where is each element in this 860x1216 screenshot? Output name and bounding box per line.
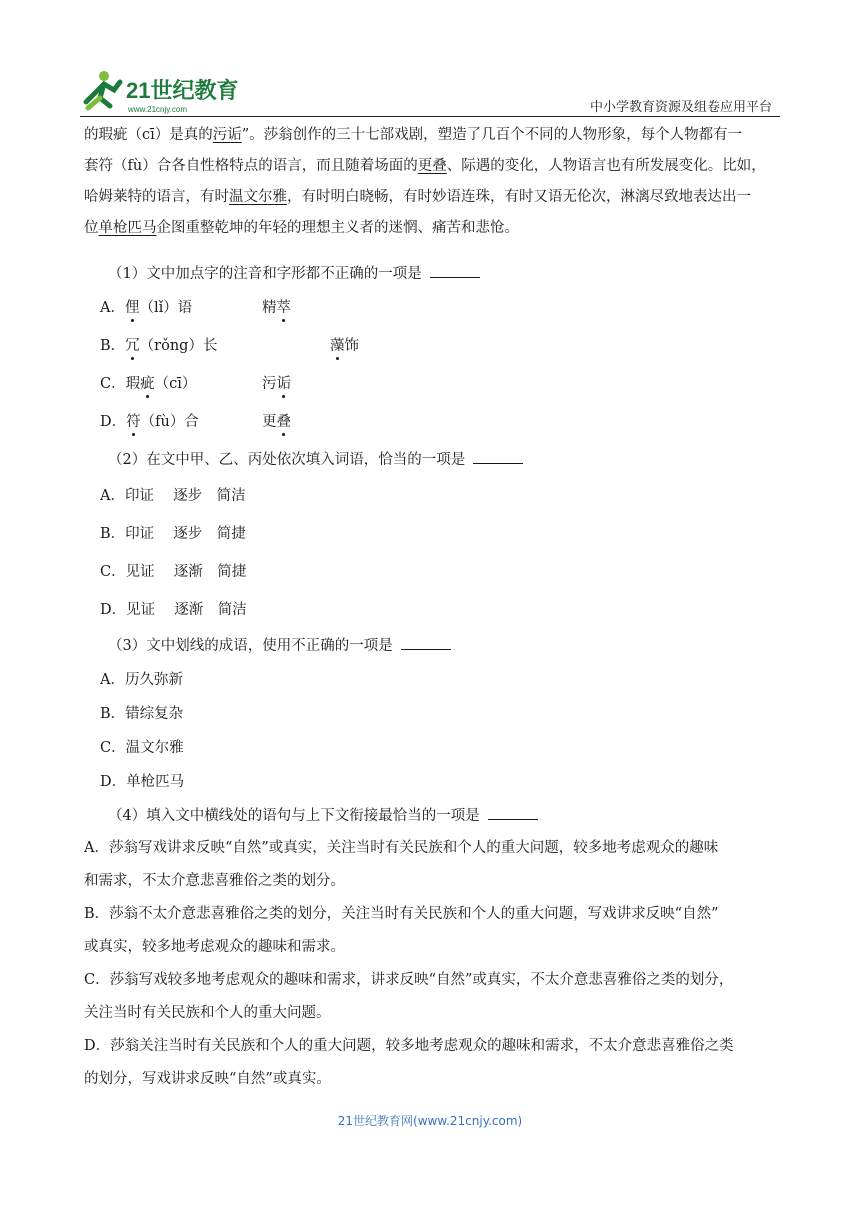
question-2-stem	[108, 448, 523, 469]
option-word: （lǐ）语	[139, 300, 193, 316]
question-4-stem	[108, 804, 538, 825]
q3-option-c: C．温文尔雅	[100, 740, 184, 756]
option-word: 更	[262, 414, 277, 430]
text-run: 套符（fù）合各自性格特点的语言，而且随着场面的	[84, 158, 418, 174]
passage-line	[84, 151, 782, 182]
passage-line	[84, 182, 782, 213]
underlined-idiom: 温文尔雅	[229, 189, 287, 205]
q3-option-d: D．单枪匹马	[100, 774, 185, 790]
dotted-char: 冗	[125, 338, 140, 354]
q4-option-b-line2: 或真实，较多地考虑观众的趣味和需求。	[84, 939, 345, 955]
passage-line	[84, 213, 782, 244]
dotted-char: 萃	[276, 300, 291, 316]
option-word: 饰	[344, 338, 359, 354]
q4-option-b-line1: B．莎翁不太介意悲喜雅俗之类的划分，关注当时有关民族和个人的重大问题，写戏讲求反映“自然”	[84, 906, 719, 922]
option-word: （rǒng）长	[139, 338, 218, 354]
q4-option-a-line1: A．莎翁写戏讲求反映“自然”或真实，关注当时有关民族和个人的重大问题，较多地考虑观众的趣味	[84, 840, 719, 856]
q4-option-c-line2: 关注当时有关民族和个人的重大问题。	[84, 1005, 331, 1021]
question-text: （4）填入文中横线处的语句与上下文衔接最恰当的一项是	[108, 808, 480, 824]
option-label: A．	[100, 300, 125, 316]
dotted-char: 符	[126, 414, 141, 430]
runner-logo-icon	[80, 68, 260, 116]
text-run: 位	[84, 220, 99, 236]
q3-option-a: A．历久弥新	[100, 672, 183, 688]
dotted-char: 俚	[124, 300, 140, 316]
q2-option-a: A．印证 逐步 简洁	[100, 488, 246, 504]
q1-option-d	[100, 410, 199, 431]
answer-blank	[488, 807, 538, 820]
underlined-word: 更叠	[417, 158, 447, 174]
header-divider	[80, 116, 780, 117]
option-label: B．	[100, 338, 126, 354]
text-run: 的瑕疵（cī）是真的	[84, 127, 213, 143]
dotted-char: 藻	[330, 338, 345, 354]
answer-blank	[401, 637, 451, 650]
question-text: （1）文中加点字的注音和字形都不正确的一项是	[108, 266, 422, 282]
dotted-char: 叠	[276, 414, 291, 430]
option-label: C．	[100, 376, 126, 392]
q2-option-c: C．见证 逐渐 简捷	[100, 564, 247, 580]
q2-option-d: D．见证 逐渐 简洁	[100, 602, 247, 618]
q4-options	[84, 832, 782, 1096]
text-run: 、际遇的变化，人物语言也有所发展变化。比如，	[446, 158, 766, 174]
site-logo	[80, 68, 260, 116]
q2-option-b: B．印证 逐步 简捷	[100, 526, 246, 542]
underlined-idiom: 单枪匹马	[98, 220, 157, 236]
option-word: （cī）	[154, 376, 197, 392]
option-word: （fù）合	[140, 414, 199, 430]
option-word: 精	[262, 300, 277, 316]
option-word: 瑕	[125, 376, 141, 392]
q4-option-d-line1: D．莎翁关注当时有关民族和个人的重大问题，较多地考虑观众的趣味和需求，不太介意悲喜雅俗之类	[84, 1038, 734, 1054]
q4-option-d-line2: 的划分，写戏讲求反映“自然”或真实。	[84, 1071, 331, 1087]
dotted-char: 疵	[140, 376, 155, 392]
q1-option-c	[100, 372, 196, 393]
question-text: （3）文中划线的成语，使用不正确的一项是	[108, 638, 393, 654]
logo-url-text: www.21cnjy.com	[128, 105, 187, 114]
passage	[84, 120, 782, 244]
platform-text: 中小学教育资源及组卷应用平台	[589, 100, 772, 115]
q1-option-a	[100, 296, 192, 317]
q1-option-b	[100, 334, 217, 355]
logo-text: 21世纪教育	[126, 78, 239, 103]
text-run: ，有时明白晓畅，有时妙语连珠，有时又语无伦次，淋漓尽致地表达出一	[287, 189, 751, 205]
option-word: 污	[262, 376, 277, 392]
answer-blank	[430, 265, 480, 278]
q1-option-a-word2	[262, 296, 291, 317]
q3-option-b: B．错综复杂	[100, 706, 184, 722]
footer-link[interactable]: 21世纪教育网(www.21cnjy.com)	[337, 1114, 523, 1128]
text-run: 企图重整乾坤的年轻的理想主义者的迷惘、痛苦和悲怆。	[156, 220, 519, 236]
answer-blank	[473, 451, 523, 464]
question-text: （2）在文中甲、乙、丙处依次填入词语，恰当的一项是	[108, 452, 466, 468]
passage-line	[84, 120, 782, 151]
q1-option-b-word2	[330, 334, 359, 355]
q4-option-a-line2: 和需求，不太介意悲喜雅俗之类的划分。	[84, 873, 345, 889]
q4-option-c-line1: C．莎翁写戏较多地考虑观众的趣味和需求，讲求反映“自然”或真实，不太介意悲喜雅俗之类的划分，	[84, 972, 734, 988]
underlined-word: 污诟	[212, 127, 242, 143]
option-label: D．	[100, 414, 127, 430]
question-1-stem	[108, 262, 480, 283]
text-run: ”。莎翁创作的三十七部戏剧，塑造了几百个不同的人物形象，每个人物都有一	[241, 127, 743, 143]
q1-option-d-word2	[262, 410, 291, 431]
q1-option-c-word2	[262, 372, 291, 393]
text-run: 哈姆莱特的语言，有时	[84, 189, 229, 205]
question-3-stem	[108, 634, 451, 655]
dotted-char: 诟	[276, 376, 291, 392]
